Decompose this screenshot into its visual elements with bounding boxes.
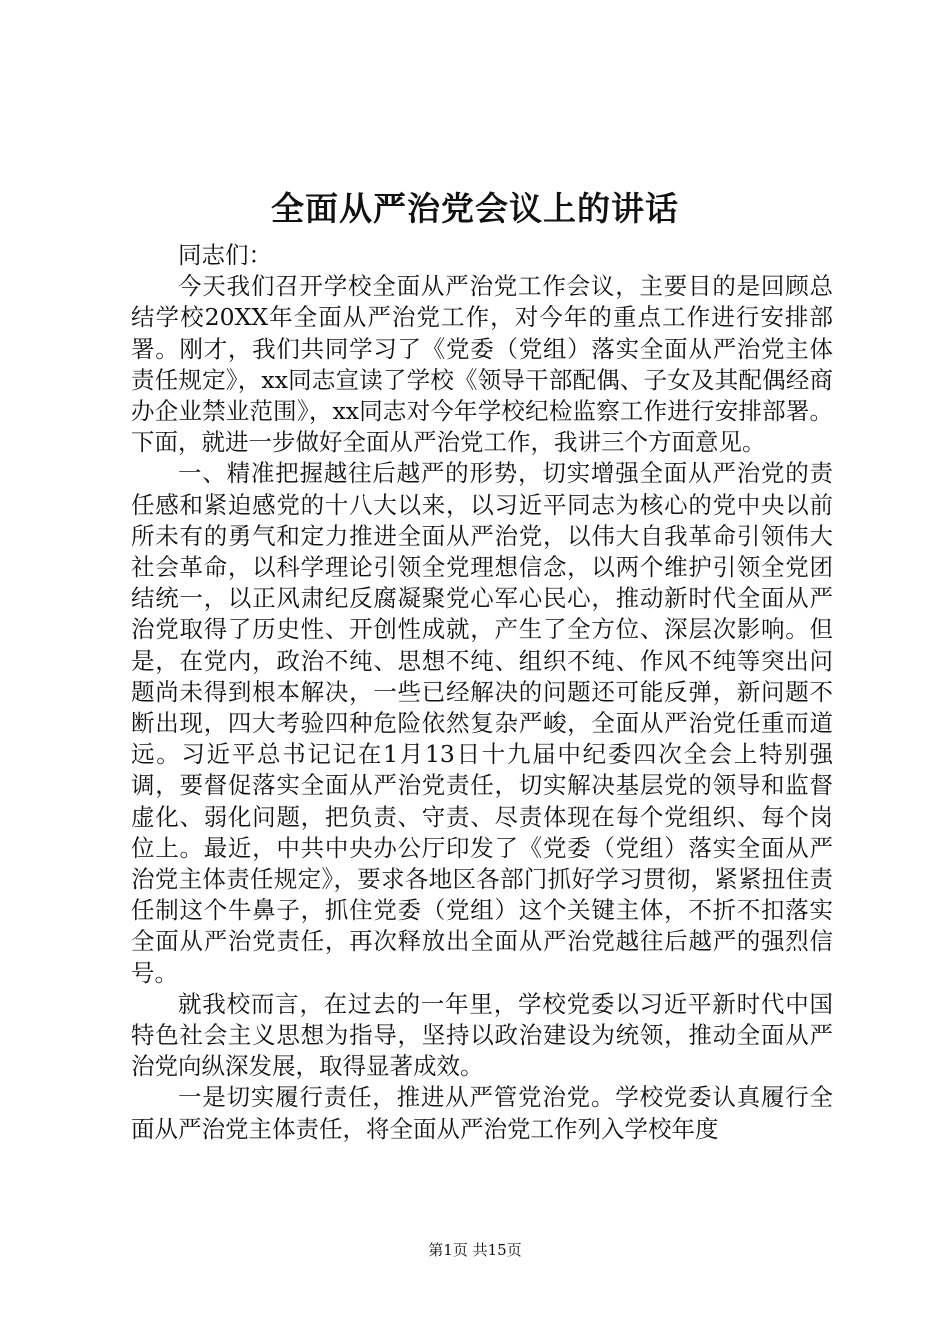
salutation-paragraph: 同志们： bbox=[178, 241, 272, 269]
document-title: 全面从严治党会议上的讲话 bbox=[271, 189, 679, 228]
body-paragraph: 一、精准把握越往后越严的形势，切实增强全面从严治党的责任感和紧迫感党的十八大以来，以习近平同志为核心的党中央以前所未有的勇气和定力推进全面从严治党，以伟大自我革命引领伟大社会革命，以科学理论引领全党理想信念，以两个维护引领全党团结统一，以正风肃纪反腐凝聚党心军心民心，推动新时代全面从严治党取得了历史性、开创性成就，产生了全方位、深层次影响。但是，在党内，政治不纯、思想不纯、组织不纯、作风不纯等突出问题尚未得到根本解决，一些已经解决的问题还可能反弹，新问题不断出现，四大考验四种危险依然复杂严峻，全面从严治党任重而道远。习近平总书记记在1月13日十九届中纪委四次全会上特别强调，要督促落实全面从严治党责任，切实解决基层党的领导和监督虚化、弱化问题，把负责、守责、尽责体现在每个党组织、每个岗位上。最近，中共中央办公厅印发了《党委（党组）落实全面从严治党主体责任规定》，要求各地区各部门抓好学习贯彻，紧紧扭住责任制这个牛鼻子，抓住党委（党组）这个关键主体，不折不扣落实全面从严治党责任，再次释放出全面从严治党越往后越严的强烈信号。 bbox=[131, 459, 833, 987]
document-body bbox=[131, 240, 833, 1145]
body-paragraph: 一是切实履行责任，推进从严管党治党。学校党委认真履行全面从严治党主体责任，将全面从严治党工作列入学校年度 bbox=[131, 1083, 833, 1143]
body-paragraph: 今天我们召开学校全面从严治党工作会议，主要目的是回顾总结学校20XX年全面从严治党工作，对今年的重点工作进行安排部署。刚才，我们共同学习了《党委（党组）落实全面从严治党主体责任规定》，xx同志宣读了学校《领导干部配偶、子女及其配偶经商办企业禁业范围》，xx同志对今年学校纪检监察工作进行安排部署。下面，就进一步做好全面从严治党工作，我讲三个方面意见。 bbox=[131, 272, 833, 457]
body-paragraph: 就我校而言，在过去的一年里，学校党委以习近平新时代中国特色社会主义思想为指导，坚持以政治建设为统领，推动全面从严治党向纵深发展，取得显著成效。 bbox=[131, 989, 833, 1081]
page-number-footer: 第1页 共15页 bbox=[428, 1241, 522, 1259]
